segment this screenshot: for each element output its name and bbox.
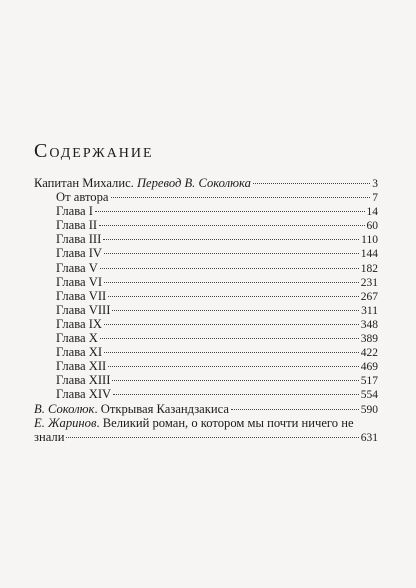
toc-entry-title-text: Глава IV xyxy=(56,246,103,261)
toc-page-number: 517 xyxy=(360,375,378,388)
toc-entry xyxy=(34,402,378,416)
toc-page-number: 311 xyxy=(361,304,378,317)
toc-entry-author: В. Соколюк xyxy=(34,401,95,416)
toc-entry-title xyxy=(34,416,354,430)
toc-entry xyxy=(34,373,378,387)
dot-leader xyxy=(103,239,359,240)
toc-entry-continuation xyxy=(34,430,378,444)
dot-leader xyxy=(113,394,359,395)
toc-page-number: 60 xyxy=(366,220,378,233)
toc-page-number: 231 xyxy=(360,276,378,289)
toc-entry-title xyxy=(34,176,251,190)
toc-entry-title xyxy=(56,204,93,218)
toc-entry xyxy=(34,232,378,246)
toc-entry-title xyxy=(56,373,110,387)
toc-entry-title xyxy=(56,232,101,246)
toc-entry-title xyxy=(34,402,229,416)
toc-page-number: 389 xyxy=(360,333,378,346)
toc-page-number: 267 xyxy=(360,290,378,303)
toc-entry-title xyxy=(56,345,102,359)
toc-entry-title-text: Глава XII xyxy=(56,359,107,374)
toc-entry-title-text: . Великий роман, о котором мы почти ничего не xyxy=(96,415,354,430)
toc-entry-title-text: Глава VII xyxy=(56,288,107,303)
dot-leader xyxy=(112,310,359,311)
toc-entry xyxy=(34,246,378,260)
dot-leader xyxy=(104,253,359,254)
toc-page-number: 631 xyxy=(360,431,378,444)
toc-entry-title xyxy=(56,331,98,345)
toc-entry-title-text: Глава V xyxy=(56,260,98,275)
toc-page-number: 554 xyxy=(360,389,378,402)
toc-page-number: 14 xyxy=(366,206,378,219)
toc-entry xyxy=(34,387,378,401)
toc-entry xyxy=(34,331,378,345)
toc-entry-title-text: Глава VI xyxy=(56,274,103,289)
dot-leader xyxy=(112,380,358,381)
dot-leader xyxy=(95,211,365,212)
toc-entry xyxy=(34,317,378,331)
toc-page-number: 590 xyxy=(360,403,378,416)
toc-entry xyxy=(34,345,378,359)
toc-entry-title-text: Глава XI xyxy=(56,345,103,360)
toc-entry-title xyxy=(56,317,102,331)
toc-entry xyxy=(34,204,378,218)
dot-leader xyxy=(108,366,359,367)
dot-leader xyxy=(104,282,359,283)
toc-entry xyxy=(34,359,378,373)
toc-page-number: 469 xyxy=(360,361,378,374)
toc-page-number: 348 xyxy=(360,318,378,331)
toc-page-number: 182 xyxy=(360,262,378,275)
toc-entry xyxy=(34,218,378,232)
toc-entry-translator: Перевод В. Соколюка xyxy=(136,176,251,190)
toc-entry-title-text: Глава I xyxy=(56,204,93,219)
toc-entry xyxy=(34,275,378,289)
toc-page-number: 144 xyxy=(360,248,378,261)
toc-entry-title-text: Глава XIII xyxy=(56,373,111,388)
dot-leader xyxy=(100,268,359,269)
page-title: Содержание xyxy=(34,140,154,162)
toc-entry-title xyxy=(56,218,97,232)
toc-entry-title-text: Глава III xyxy=(56,232,102,247)
toc-entry-title xyxy=(56,261,98,275)
toc-entry xyxy=(34,303,378,317)
toc-entry xyxy=(34,176,378,190)
dot-leader xyxy=(231,409,359,410)
toc-entry-title-text: знали xyxy=(34,429,65,444)
toc-entry-title-text: . Открывая Казандзакиса xyxy=(94,401,229,416)
toc-entry-title xyxy=(56,246,102,260)
toc-entry-title xyxy=(56,289,106,303)
toc-page-number: 110 xyxy=(361,234,378,247)
toc-entry-title xyxy=(56,275,102,289)
toc-page-number: 7 xyxy=(372,192,378,205)
toc-entry-title xyxy=(56,359,106,373)
toc-entry-title-text: Глава VIII xyxy=(56,302,111,317)
toc-entry-title-text: Глава X xyxy=(56,331,98,346)
toc-page-number: 3 xyxy=(372,178,378,190)
table-of-contents xyxy=(34,176,378,444)
toc-entry xyxy=(34,261,378,275)
toc-entry xyxy=(34,289,378,303)
toc-entry-title-text: От автора xyxy=(56,190,109,205)
dot-leader xyxy=(104,324,359,325)
toc-entry-title-text: Глава XIV xyxy=(56,387,112,402)
dot-leader xyxy=(66,437,358,438)
toc-entry-title xyxy=(56,190,109,204)
toc-entry-title xyxy=(56,303,110,317)
dot-leader xyxy=(111,197,371,198)
toc-entry-title xyxy=(56,387,111,401)
toc-page-number: 422 xyxy=(360,347,378,360)
toc-entry-title-text: Глава IX xyxy=(56,316,103,331)
toc-entry xyxy=(34,190,378,204)
toc-entry-title-text: Глава II xyxy=(56,218,98,233)
dot-leader xyxy=(99,225,364,226)
dot-leader xyxy=(100,338,359,339)
toc-entry xyxy=(34,416,378,430)
dot-leader xyxy=(104,352,359,353)
toc-entry-author: Е. Жаринов xyxy=(34,415,97,430)
dot-leader xyxy=(253,183,370,184)
dot-leader xyxy=(108,296,359,297)
toc-entry-title-text: Капитан Михалис. xyxy=(34,176,137,190)
